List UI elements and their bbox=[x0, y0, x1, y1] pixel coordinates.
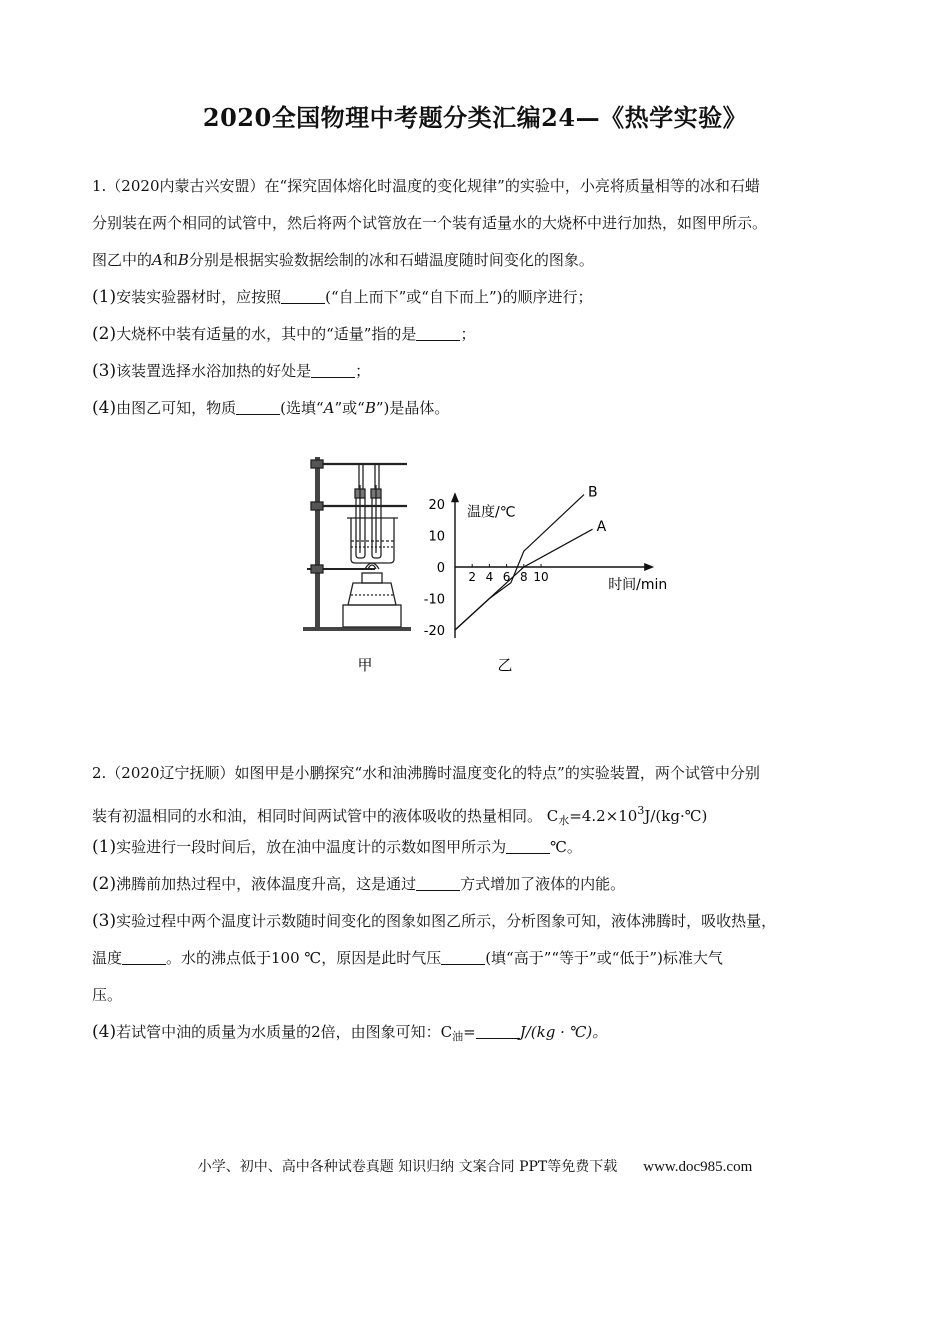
x-axis-label: 时间/min bbox=[608, 577, 668, 593]
sub-text: 温度 bbox=[92, 949, 123, 967]
q1-intro-text: 和 bbox=[162, 251, 178, 269]
sub-text: 实验过程中两个温度计示数随时间变化的图象如图乙所示，分析图象可知，液体沸腾时，吸收热量， bbox=[116, 912, 777, 930]
var-b: B bbox=[364, 399, 376, 417]
sub-number: (3) bbox=[92, 361, 117, 381]
y-axis-label: 温度/℃ bbox=[467, 504, 516, 521]
label-yi: 乙 bbox=[497, 656, 513, 674]
x-tick-label: 4 bbox=[485, 570, 494, 584]
sub-number: (2) bbox=[92, 874, 117, 894]
q1-sub-4 bbox=[92, 390, 862, 427]
y-tick-label: 20 bbox=[428, 498, 445, 513]
sub-number: (4) bbox=[92, 398, 117, 418]
var-a: A bbox=[152, 251, 163, 269]
sub-number: (2) bbox=[92, 324, 117, 344]
question-1 bbox=[92, 168, 862, 427]
footer bbox=[0, 1156, 950, 1176]
subscript-oil: 油 bbox=[452, 1030, 464, 1043]
q2-intro-line-2 bbox=[92, 792, 862, 829]
sub-text: 该装置选择水浴加热的好处是 bbox=[116, 362, 312, 380]
x-tick-label: 8 bbox=[519, 570, 528, 584]
q2-sub-1 bbox=[92, 829, 862, 866]
y-tick-label: 10 bbox=[428, 529, 445, 545]
series-label-a: A bbox=[596, 519, 607, 536]
q1-intro-line-2: 分别装在两个相同的试管中，然后将两个试管放在一个装有适量水的大烧杯中进行加热，如图甲所示。 bbox=[92, 214, 768, 232]
q1-intro-text: 分别是根据实验数据绘制的冰和石蜡温度随时间变化的图象。 bbox=[188, 251, 594, 269]
sub-text: ℃。 bbox=[550, 838, 582, 856]
sub-text: 若试管中油的质量为水质量的2倍，由图象可知：C bbox=[116, 1023, 453, 1041]
sub-text: ； bbox=[460, 325, 476, 343]
sub-text: 沸腾前加热过程中，液体温度升高，这是通过 bbox=[116, 875, 417, 893]
y-tick-label: -10 bbox=[423, 592, 445, 608]
q1-intro-text: 图乙中的 bbox=[92, 251, 153, 269]
answer-blank[interactable] bbox=[311, 359, 355, 378]
answer-blank[interactable] bbox=[416, 322, 460, 341]
q2-intro-text: J/(kg·℃) bbox=[644, 807, 708, 825]
answer-blank[interactable] bbox=[122, 946, 166, 965]
y-tick-label: -20 bbox=[423, 624, 445, 639]
answer-blank[interactable] bbox=[236, 396, 280, 415]
sub-text: = bbox=[463, 1023, 476, 1041]
var-a: A bbox=[323, 399, 335, 417]
question-2 bbox=[92, 755, 862, 1051]
q1-intro-line-1: 1.（2020内蒙古兴安盟）在“探究固体熔化时温度的变化规律”的实验中，小亮将质量相等的冰和石蜡 bbox=[92, 177, 760, 195]
x-tick-label: 10 bbox=[533, 570, 549, 584]
answer-blank[interactable] bbox=[281, 285, 325, 304]
sub-text: (“自上而下”或“自下而上”)的顺序进行； bbox=[325, 288, 593, 306]
q1-sub-1 bbox=[92, 279, 862, 316]
sub-number: (3) bbox=[92, 911, 117, 931]
q1-sub-3 bbox=[92, 353, 862, 390]
answer-blank[interactable] bbox=[506, 835, 550, 854]
sub-text: 方式增加了液体的内能。 bbox=[460, 875, 626, 893]
figure-1 bbox=[295, 445, 675, 685]
q2-sub-3 bbox=[92, 903, 862, 940]
page-title: 2020全国物理中考题分类汇编24—《热学实验》 bbox=[202, 103, 748, 132]
sub-text: ； bbox=[355, 362, 371, 380]
sub-text: 。水的沸点低于100 ℃，原因是此时气压 bbox=[166, 949, 442, 967]
q2-sub-3-cont bbox=[92, 940, 862, 977]
x-tick-label: 2 bbox=[468, 570, 477, 584]
sub-text: (填“高于”“等于”或“低于”)标准大气 bbox=[485, 949, 723, 967]
sub-text: ”)是晶体。 bbox=[375, 399, 450, 417]
q2-sub-3-end: 压。 bbox=[92, 986, 123, 1004]
q2-sub-4 bbox=[92, 1014, 862, 1051]
footer-url[interactable]: www.doc985.com bbox=[643, 1159, 753, 1175]
var-b: B bbox=[177, 251, 189, 269]
superscript: 3 bbox=[637, 804, 645, 817]
sub-text: 大烧杯中装有适量的水，其中的“适量”指的是 bbox=[116, 325, 417, 343]
subscript-water: 水 bbox=[558, 814, 570, 827]
sub-text: 实验进行一段时间后，放在油中温度计的示数如图甲所示为 bbox=[116, 838, 507, 856]
sub-text: (选填“ bbox=[280, 399, 324, 417]
sub-text: 安装实验器材时，应按照 bbox=[116, 288, 282, 306]
sub-number: (1) bbox=[92, 287, 117, 307]
x-axis-arrow bbox=[644, 563, 654, 571]
q2-sub-2 bbox=[92, 866, 862, 903]
q2-intro-text: 装有初温相同的水和油，相同时间两试管中的液体吸收的热量相同。 C bbox=[92, 807, 559, 825]
sub-number: (1) bbox=[92, 837, 117, 857]
answer-blank[interactable] bbox=[476, 1020, 520, 1039]
sub-text: ”或“ bbox=[334, 399, 365, 417]
y-axis-arrow bbox=[451, 492, 459, 502]
series-label-b: B bbox=[588, 484, 598, 501]
answer-blank[interactable] bbox=[416, 872, 460, 891]
q2-intro-text: =4.2×10 bbox=[569, 807, 638, 825]
sub-text: 由图乙可知，物质 bbox=[116, 399, 237, 417]
footer-text: 小学、初中、高中各种试卷真题 知识归纳 文案合同 PPT等免费下载 bbox=[197, 1159, 618, 1175]
q1-intro-line-3 bbox=[92, 242, 862, 279]
temperature-time-chart bbox=[424, 485, 668, 639]
q1-sub-2 bbox=[92, 316, 862, 353]
label-jia: 甲 bbox=[357, 656, 373, 674]
answer-blank[interactable] bbox=[441, 946, 485, 965]
q2-intro-line-1: 2.（2020辽宁抚顺）如图甲是小鹏探究“水和油沸腾时温度变化的特点”的实验装置，两个试管中分别 bbox=[92, 764, 760, 782]
sub-text: J/(kg · ℃)。 bbox=[519, 1023, 608, 1041]
x-tick-label: 6 bbox=[502, 570, 511, 584]
y-tick-label: 0 bbox=[436, 561, 445, 576]
sub-number: (4) bbox=[92, 1022, 117, 1042]
apparatus-illustration bbox=[303, 457, 411, 631]
